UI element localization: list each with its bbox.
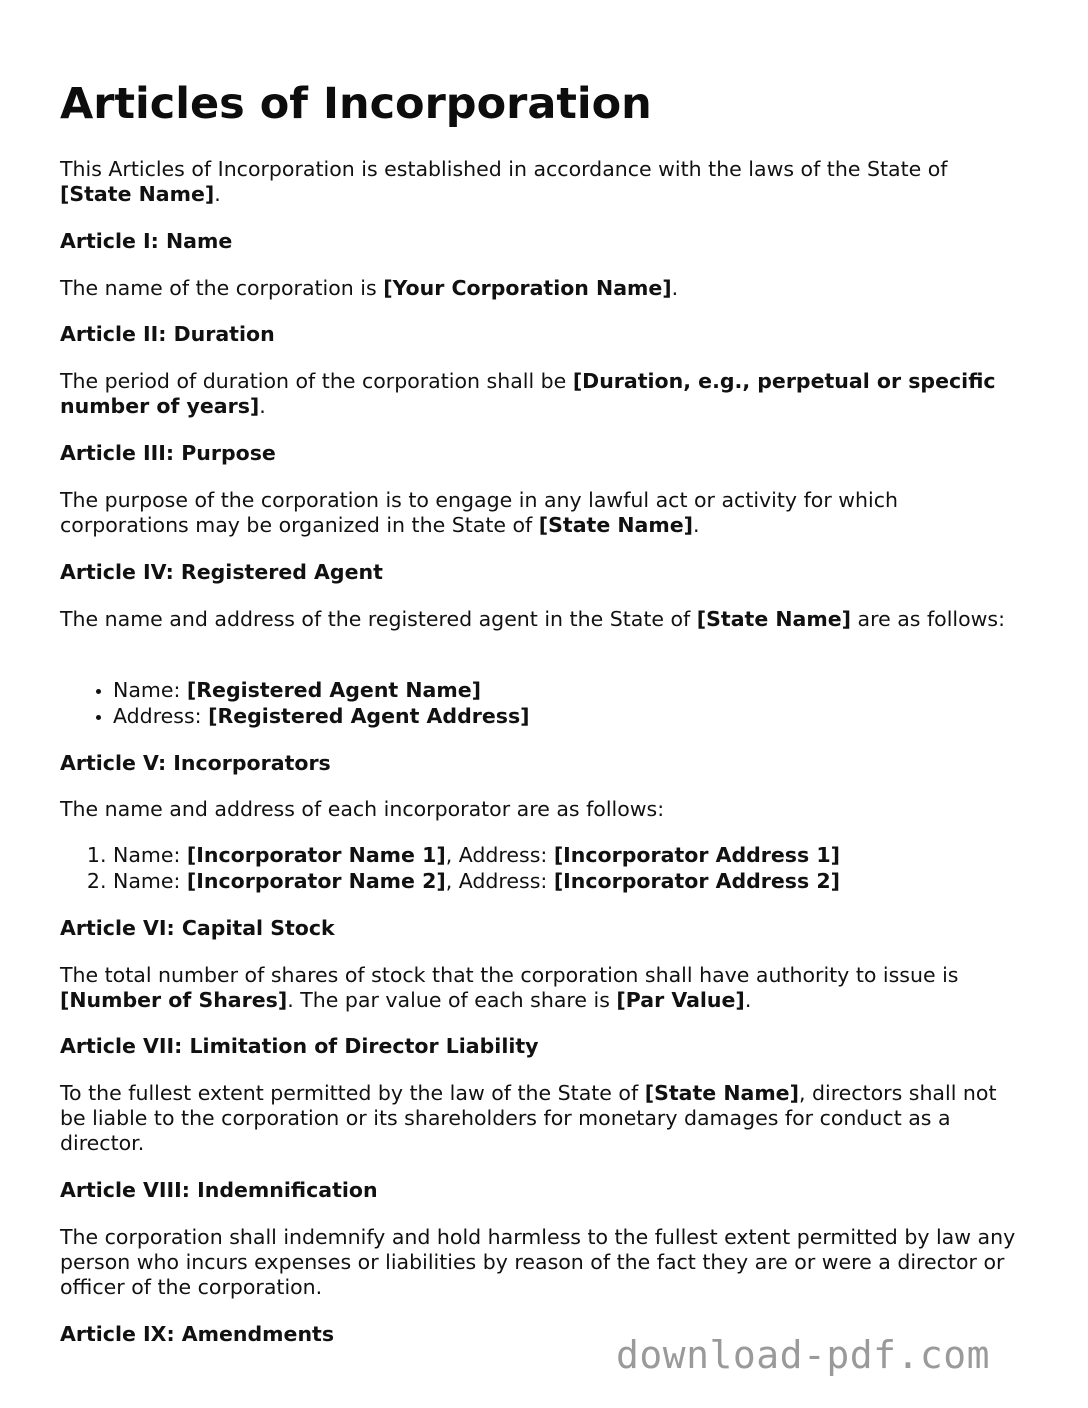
list-item: • Name: [Registered Agent Name]: [113, 678, 1020, 704]
article-9-heading: Article IX: Amendments: [60, 1322, 335, 1346]
article-3-heading: Article III: Purpose: [60, 441, 276, 465]
article-8-heading: Article VIII: Indemnification: [60, 1178, 378, 1202]
article-5-list: [60, 843, 1020, 894]
article-1-heading: Article I: Name: [60, 229, 233, 253]
intro-paragraph: This Articles of Incorporation is established in accordance with the laws of the State of [State Name].: [60, 157, 948, 206]
list-item: • Address: [Registered Agent Address]: [113, 704, 1020, 730]
article-5-text: The name and address of each incorporator are as follows:: [60, 797, 665, 821]
article-4-text: The name and address of the registered agent in the State of [State Name] are as follows:: [60, 607, 1006, 631]
article-6-text: The total number of shares of stock that the corporation shall have authority to issue is [Number of Shares]. The par value of each share is [Par Value].: [60, 963, 959, 1012]
list-item: 1. Name: [Incorporator Name 1], Address: [Incorporator Address 1]: [113, 843, 1020, 869]
article-6-heading: Article VI: Capital Stock: [60, 916, 335, 940]
article-8-text: The corporation shall indemnify and hold harmless to the fullest extent permitted by law any person who incurs expenses or liabilities by reason of the fact they are or were a director or officer of the corporation.: [60, 1225, 1016, 1299]
article-7-text: To the fullest extent permitted by the law of the State of [State Name], directors shall not be liable to the corporation or its shareholders for monetary damages for conduct as a director.: [60, 1081, 997, 1155]
article-7-heading: Article VII: Limitation of Director Liability: [60, 1034, 539, 1058]
article-3-text: The purpose of the corporation is to engage in any lawful act or activity for which corporations may be organized in the State of [State Name].: [60, 488, 898, 537]
article-4-heading: Article IV: Registered Agent: [60, 560, 383, 584]
article-2-text: The period of duration of the corporation shall be [Duration, e.g., perpetual or specific number of years].: [60, 369, 996, 418]
list-item: 2. Name: [Incorporator Name 2], Address: [Incorporator Address 2]: [113, 869, 1020, 895]
document-title: Articles of Incorporation: [60, 79, 652, 129]
article-2-heading: Article II: Duration: [60, 322, 275, 346]
article-5-heading: Article V: Incorporators: [60, 751, 331, 775]
watermark: download-pdf.com: [616, 1333, 991, 1377]
article-1-text: The name of the corporation is [Your Corporation Name].: [60, 276, 679, 300]
article-4-list: [60, 678, 1020, 729]
